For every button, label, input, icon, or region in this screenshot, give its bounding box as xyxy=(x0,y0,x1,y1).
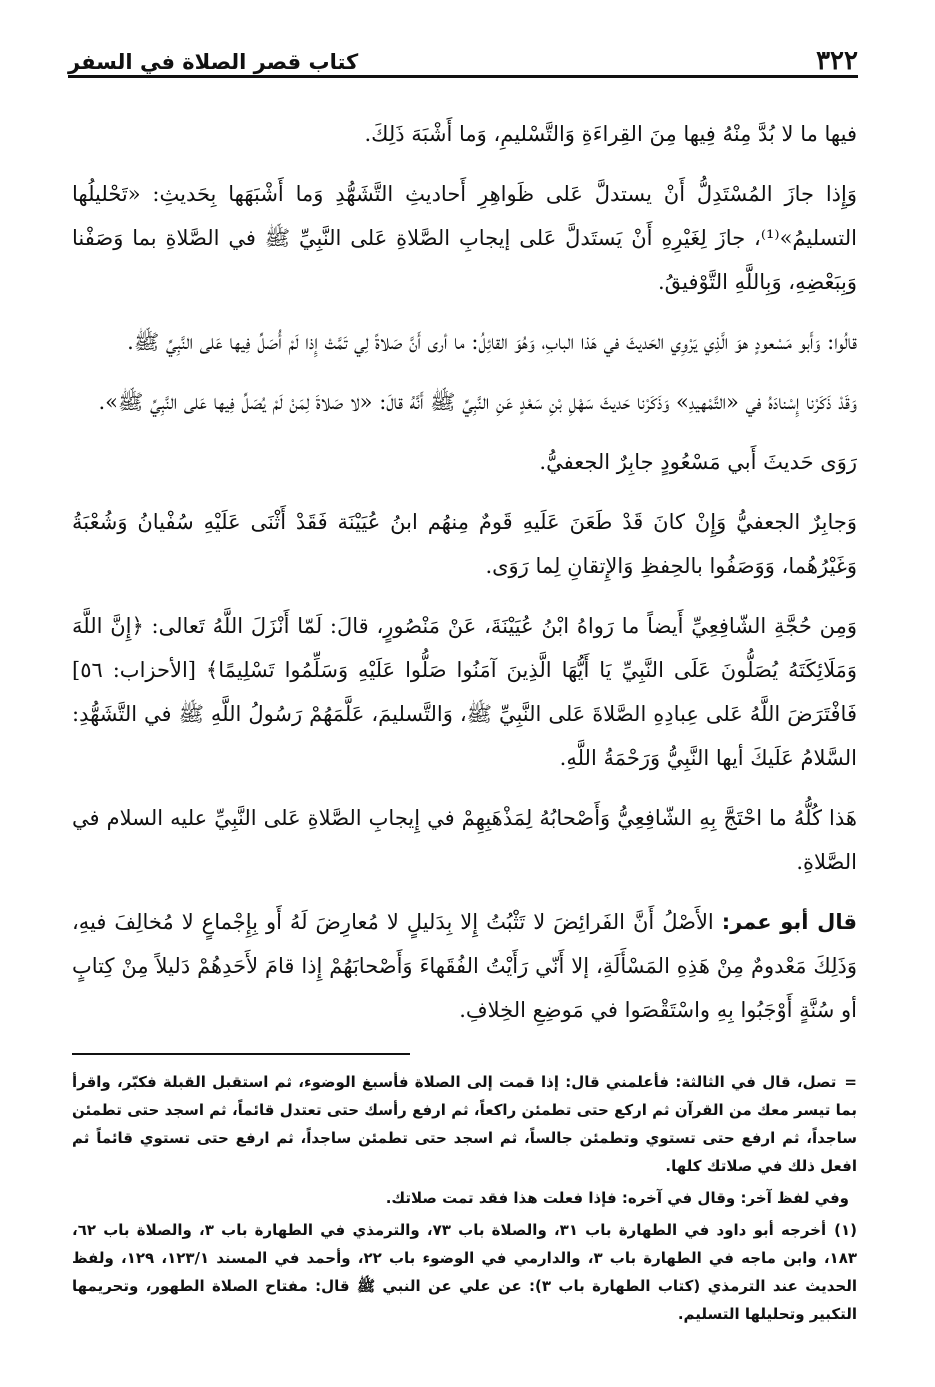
speaker-lead: قال أبو عمر: xyxy=(721,910,857,934)
footnote-text: تصل، قال في الثالثة: فأعلمني قال: إذا قمت إلى الصلاة فأسبغ الوضوء، ثم استقبل القبلة فكبّر، واقرأ بما تيسر معك من القرآن ثم اركع حتى تطمئن راكعاً، ثم ارفع رأسك حتى تعتدل قائماً، ثم اسجد حتى تطمئن ساجداً، ثم ارفع حتى تستوي وتطمئن جالساً، ثم اسجد حتى تطمئن ساجداً، ثم ارفع حتى تستوي قائماً ثم افعل ذلك في صلاتك كلها. xyxy=(72,1073,857,1175)
final-paragraph-text: الأَصْلُ أَنَّ الفَرائِضَ لا تَثْبُتُ إِلا بِدَليلٍ لا مُعارِضَ لَهُ أَو بِإِجْماعٍ لا مُخالِفَ فيهِ، وَذَلِكَ مَعْدومٌ مِنْ هَذِهِ المَسْأَلَةِ، إلا أَنّي رَأَيْتُ الفُقَهاءَ وَأَصْحابَهُمْ إِذا قامَ لأَحَدِهُمْ دَليلاً مِنْ كِتابٍ أو سُنَّةٍ أَوْجَبُوا بِهِ واسْتَقْصَوا في مَوضِعِ الخِلافِ. xyxy=(72,910,857,1022)
footnote-text: وفي لفظ آخر: وقال في آخره: فإذا فعلت هذا فقد تمت صلاتك. xyxy=(385,1189,849,1207)
footnote-text: أخرجه أبو داود في الطهارة باب ٣١، والصلاة باب ٧٣، والترمذي في الطهارة باب ٣، والصلاة باب ٦٢، ١٨٣، وابن ماجه في الطهارة باب ٣، والدارمي في الوضوء باب ٢٢، وأحمد في المسند ١٢٣/١، ١٢٩، ولفظ الحديث عند الترمذي (كتاب الطهارة باب ٣): عن علي عن النبي ﷺ قال: مفتاح الصلاة الطهور، وتحريمها التكبير وتحليلها التسليم. xyxy=(72,1221,858,1323)
paragraph: وَقَدْ ذَكَرْنا إِسْنادَهُ في «التَّمْهيدِ» وَذَكَرْنا حَديثَ سَهْلِ بْنِ سَعْدٍ عَنِ النَّبِيِّ ﷺ أَنَّهُ قالَ: «لا صَلاةَ لِمَنْ لَمْ يُصَلِّ فِيها عَلى النَّبِيِّ ﷺ». xyxy=(98,390,857,414)
footnotes xyxy=(72,1068,857,1332)
page-number: ٣٢٢ xyxy=(816,46,858,76)
running-title: كتاب قصر الصلاة في السفر xyxy=(68,50,359,74)
paragraph: فيها ما لا بُدَّ مِنْهُ فِيها مِنَ القِراءَةِ وَالتَّسْليمِ، وَما أَشْبَهَ ذَلِكَ. xyxy=(364,122,857,146)
footnote xyxy=(72,1184,857,1212)
footnote-separator xyxy=(72,1053,410,1055)
footnote xyxy=(72,1068,857,1180)
main-text xyxy=(72,112,857,1048)
footnote xyxy=(72,1216,857,1328)
paragraph: هَذا كُلُّهُ ما احْتَجَّ بِهِ الشّافِعِيُّ وَأَصْحابُهُ لِمَذْهَبِهِمْ في إِيجابِ الصَّلاةِ عَلى النَّبِيِّ عليه السلام في الصَّلاةِ. xyxy=(72,806,857,874)
footnote-marker: = xyxy=(844,1073,857,1091)
paragraph: قالُوا: وَأَبو مَسْعودٍ هوَ الَّذِي يَرْوِي الحَديثَ في هَذا البابِ، وَهُوَ القائِلُ: ما أرى أَنَّ صَلاةً لِي تَمَّتْ إِذا لَمْ أُصَلِّ فِيها عَلى النَّبِيِّ ﷺ. xyxy=(127,330,857,354)
paragraph: رَوَى حَديثَ أَبي مَسْعُودٍ جابِرٌ الجعفيُّ. xyxy=(539,450,857,474)
header-rule xyxy=(68,75,858,78)
paragraph: وَمِن حُجَّةِ الشّافِعِيِّ أَيضاً ما رَواهُ ابْنُ عُيَيْنَةَ، عَنْ مَنْصُورٍ، قالَ: لَمّا أَنْزَلَ اللَّهُ تَعالى: ﴿إِنَّ اللَّهَ وَمَلَائِكَتَهُ يُصَلُّونَ عَلَى النَّبِيِّ يَا أَيُّهَا الَّذِينَ آمَنُوا صَلُّوا عَلَيْهِ وَسَلِّمُوا تَسْلِيمًا﴾ [الأحزاب: ٥٦] فَافْتَرَضَ اللَّهُ عَلى عِبادِهِ الصَّلاةَ عَلى النَّبِيِّ ﷺ، وَالتَّسليمَ، عَلَّمَهُمْ رَسُولُ اللَّهِ ﷺ في التَّشَهُّدِ: السَّلامُ عَلَيكَ أيها النَّبِيُّ وَرَحْمَةُ اللَّهِ. xyxy=(72,614,857,770)
footnote-marker: (١) xyxy=(834,1221,858,1239)
paragraph: وَإِذا جازَ المُسْتَدِلُّ أَنْ يستدلَّ عَلى ظَواهِرِ أَحاديثِ التَّشَهُّدِ وَما أَشْبَهَها بِحَديثِ: «تَحْليلُها التسليمُ»⁽¹⁾، جازَ لِغَيْرِهِ أَنْ يَستَدلَّ عَلى إيجابِ الصَّلاةِ عَلى النَّبِيِّ ﷺ في الصَّلاةِ بما وَصَفْنا وَبِبَعْضِهِ، وَبِاللَّهِ التَّوْفيقُ. xyxy=(72,182,857,294)
page-header xyxy=(68,40,858,80)
paragraph: وَجابِرٌ الجعفيُّ وَإِنْ كانَ قَدْ طَعَنَ عَلَيهِ قَومٌ مِنهُم ابنُ عُيَيْنَة فَقَدْ أَثْنَى عَلَيْهِ سُفْيانُ وَشُعْبَةُ وَغَيْرُهُما، وَوَصَفُوا بالحِفظِ وَالإِتقانِ لِما رَوَى. xyxy=(72,510,857,578)
final-paragraph xyxy=(72,900,857,1032)
